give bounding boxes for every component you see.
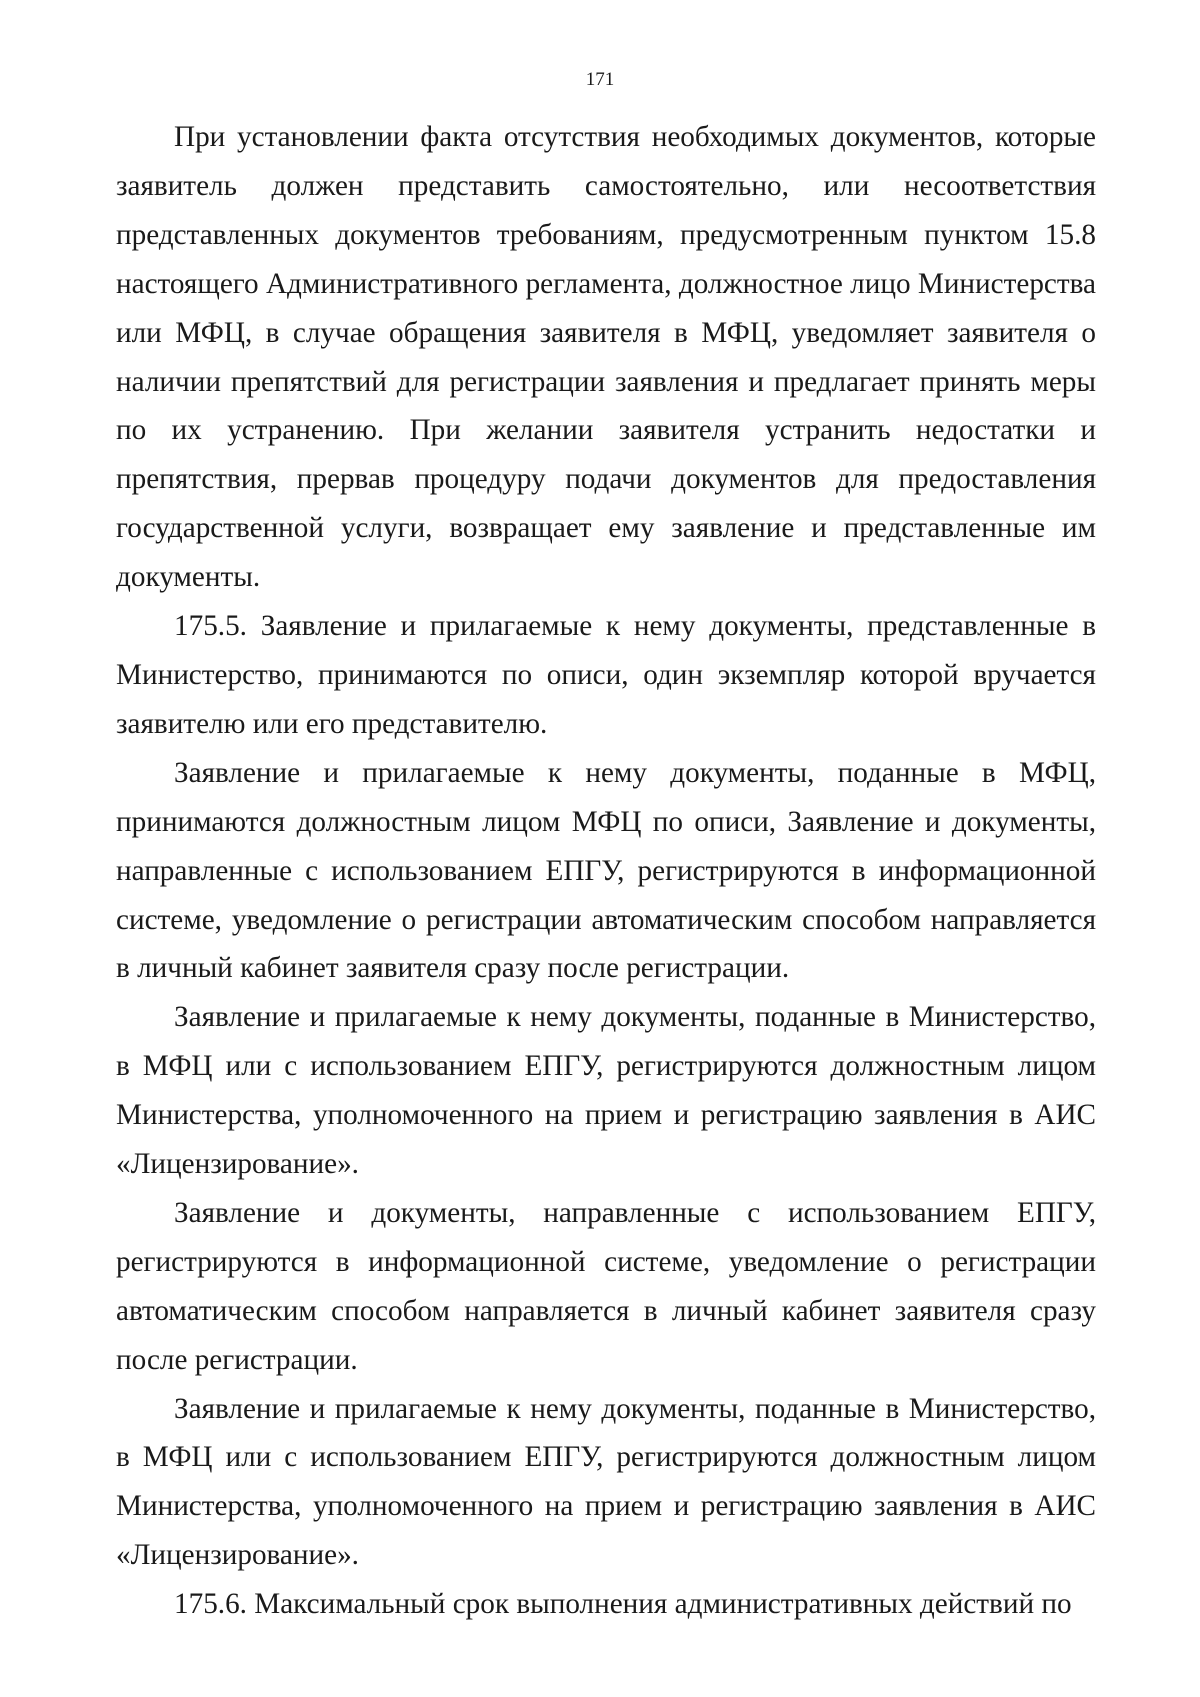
paragraph-missing-documents: При установлении факта отсутствия необходимых документов, которые заявитель должен представить самостоятельно, или несоответствия представленных документов требованиям, предусмотренным пунктом 15.8 настоящего Административного регламента, должностное лицо Министерства или МФЦ, в случае обращения заявителя в МФЦ, уведомляет заявителя о наличии препятствий для регистрации заявления и предлагает принять меры по их устранению. При желании заявителя устранить недостатки и препятствия, прервав процедуру подачи документов для предоставления государственной услуги, возвращает ему заявление и представленные им документы. — [116, 121, 1096, 594]
document-body — [116, 113, 1096, 1629]
paragraph-epgu-registration: Заявление и документы, направленные с использованием ЕПГУ, регистрируются в информационной системе, уведомление о регистрации автоматическим способом направляется в личный кабинет заявителя сразу после регистрации. — [116, 1196, 1096, 1376]
paragraph-registration-ais: Заявление и прилагаемые к нему документы, поданные в Министерство, в МФЦ или с использованием ЕПГУ, регистрируются должностным лицом Министерства, уполномоченного на прием и регистрацию заявления в АИС «Лицензирование». — [116, 1001, 1096, 1181]
paragraph-registration-ais-repeat: Заявление и прилагаемые к нему документы, поданные в Министерство, в МФЦ или с использованием ЕПГУ, регистрируются должностным лицом Министерства, уполномоченного на прием и регистрацию заявления в АИС «Лицензирование». — [116, 1392, 1096, 1572]
paragraph-175-6: 175.6. Максимальный срок выполнения административных действий по — [174, 1588, 1072, 1621]
paragraph-mfc-acceptance: Заявление и прилагаемые к нему документы, поданные в МФЦ, принимаются должностным лицом МФЦ по описи, Заявление и документы, направленные с использованием ЕПГУ, регистрируются в информационной системе, уведомление о регистрации автоматическим способом направляется в личный кабинет заявителя сразу после регистрации. — [116, 756, 1096, 985]
paragraph-175-5: 175.5. Заявление и прилагаемые к нему документы, представленные в Министерство, принимаются по описи, один экземпляр которой вручается заявителю или его представителю. — [116, 610, 1096, 740]
page-number: 171 — [585, 69, 615, 90]
